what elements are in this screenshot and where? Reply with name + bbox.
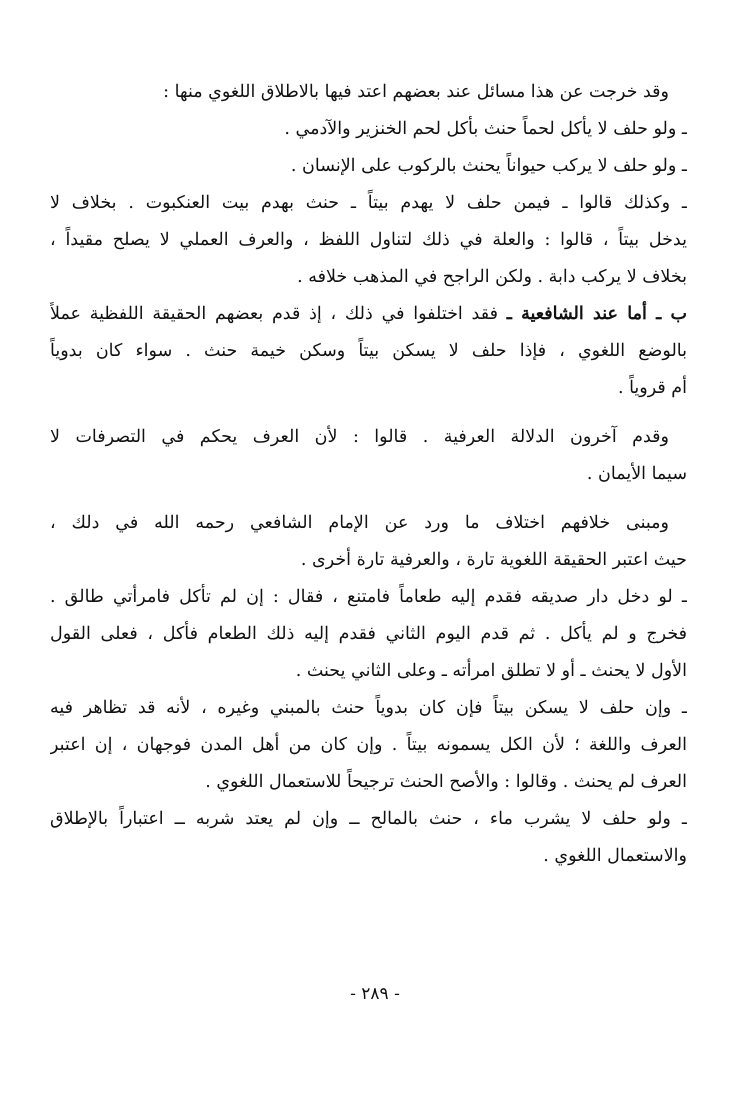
text-line: حيث اعتبر الحقيقة اللغوية تارة ، والعرفية تارة أخرى . [300, 550, 687, 570]
shafii-line [50, 296, 687, 333]
text-line: العرف واللغة ؛ لأن الكل يسمونه بيتاً . وإن كان من أهل المدن فوجهان ، إن اعتبر [50, 735, 687, 755]
text-line: وقدم آخرون الدلالة العرفية . قالوا : لأن العرف يحكم في التصرفات لا [50, 427, 669, 447]
section-heading: ب ـ أما عند الشافعية ـ [506, 304, 687, 324]
text-line: سيما الأيمان . [586, 464, 687, 484]
text-line: ـ ولو حلف لا يأكل لحماً حنث بأكل لحم الخنزير والآدمي . [284, 119, 687, 139]
text-line: ـ ولو حلف لا يشرب ماء ، حنث بالمالح ــ وإن لم يعتد شربه ــ اعتباراً بالإطلاق [50, 809, 687, 829]
text-line: فخرج و لم يأكل . ثم قدم اليوم الثاني فقدم إليه ذلك الطعام فأكل ، فعلى القول [50, 624, 687, 644]
text-line: ومبنى خلافهم اختلاف ما ورد عن الإمام الشافعي رحمه الله في دلك ، [50, 513, 669, 533]
page-body [50, 74, 687, 875]
text-line: ـ وكذلك قالوا ـ فيمن حلف لا يهدم بيتاً ـ حنث بهدم بيت العنكبوت . بخلاف لا [50, 193, 687, 213]
text-line: بالوضع اللغوي ، فإذا حلف لا يسكن بيتاً وسكن خيمة حنث . سواء كان بدوياً [50, 341, 687, 361]
text-line: يدخل بيتاً ، قالوا : والعلة في ذلك لتناول اللفظ ، والعرف العملي لا يصلح مقيداً ، [50, 230, 687, 250]
text-line: الأول لا يحنث ـ أو لا تطلق امرأته ـ وعلى الثاني يحنث . [295, 661, 687, 681]
page-number: - ٢٨٩ - [350, 984, 400, 1004]
text-line: وقد خرجت عن هذا مسائل عند بعضهم اعتد فيها بالاطلاق اللغوي منها : [163, 82, 669, 102]
text-line: أم قروياً . [617, 378, 687, 398]
text-line: والاستعمال اللغوي . [543, 846, 687, 866]
text-line: العرف لم يحنث . وقالوا : والأصح الحنث ترجيحاً للاستعمال اللغوي . [205, 772, 687, 792]
text-span: فقد اختلفوا في ذلك ، إذ قدم بعضهم الحقيقة اللفظية عملاً [50, 304, 507, 324]
text-line: ـ وإن حلف لا يسكن بيتاً فإن كان بدوياً حنث بالمبني وغيره ، لأنه قد تظاهر فيه [50, 698, 687, 718]
text-line: ـ ولو حلف لا يركب حيواناً يحنث بالركوب على الإنسان . [290, 156, 687, 176]
text-line: ـ لو دخل دار صديقه فقدم إليه طعاماً فامتنع ، فقال : إن لم تأكل فامرأتي طالق . [50, 587, 687, 607]
text-line: بخلاف لا يركب دابة . ولكن الراجح في المذهب خلافه . [297, 267, 687, 287]
